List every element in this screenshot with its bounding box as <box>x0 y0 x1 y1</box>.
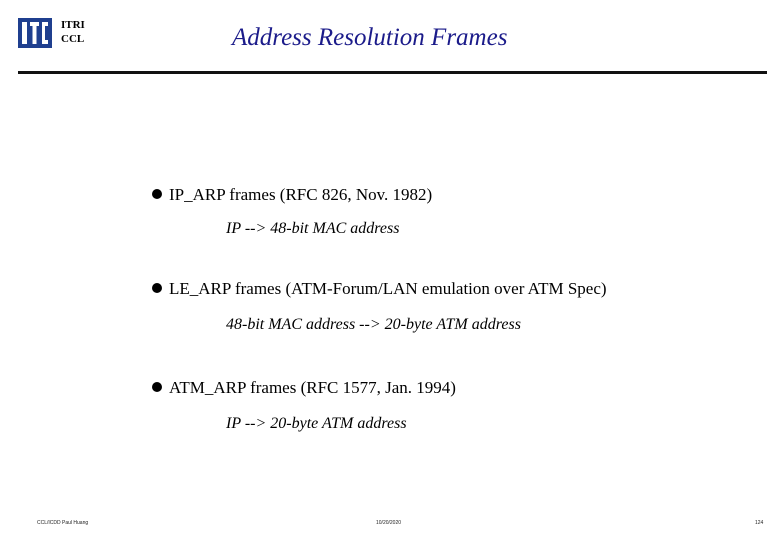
bullet-dot-icon <box>152 283 162 293</box>
bullet-dot-icon <box>152 382 162 392</box>
footer-author: CCL/ICDD Paul Huang <box>37 520 89 526</box>
bullet-label: ATM_ARP frames (RFC 1577, Jan. 1994) <box>169 378 456 397</box>
bullet-detail: 48-bit MAC address --> 20-byte ATM address <box>226 316 521 333</box>
bullet-item <box>152 378 456 398</box>
bullet-label: LE_ARP frames (ATM-Forum/LAN emulation over ATM Spec) <box>169 279 607 298</box>
itri-logo-icon <box>18 18 52 48</box>
footer-page-number: 124 <box>755 520 764 526</box>
header-divider <box>18 71 767 74</box>
bullet-item <box>152 279 607 299</box>
bullet-item <box>152 185 432 205</box>
bullet-detail: IP --> 20-byte ATM address <box>226 415 407 432</box>
bullet-dot-icon <box>152 189 162 199</box>
bullet-label: IP_ARP frames (RFC 826, Nov. 1982) <box>169 185 433 204</box>
org-line-1: ITRI <box>61 19 85 31</box>
footer-date: 10/20/2020 <box>376 520 402 526</box>
bullet-detail: IP --> 48-bit MAC address <box>226 220 400 237</box>
slide-title: Address Resolution Frames <box>232 24 508 51</box>
org-line-2: CCL <box>61 33 85 45</box>
org-label <box>61 18 85 46</box>
